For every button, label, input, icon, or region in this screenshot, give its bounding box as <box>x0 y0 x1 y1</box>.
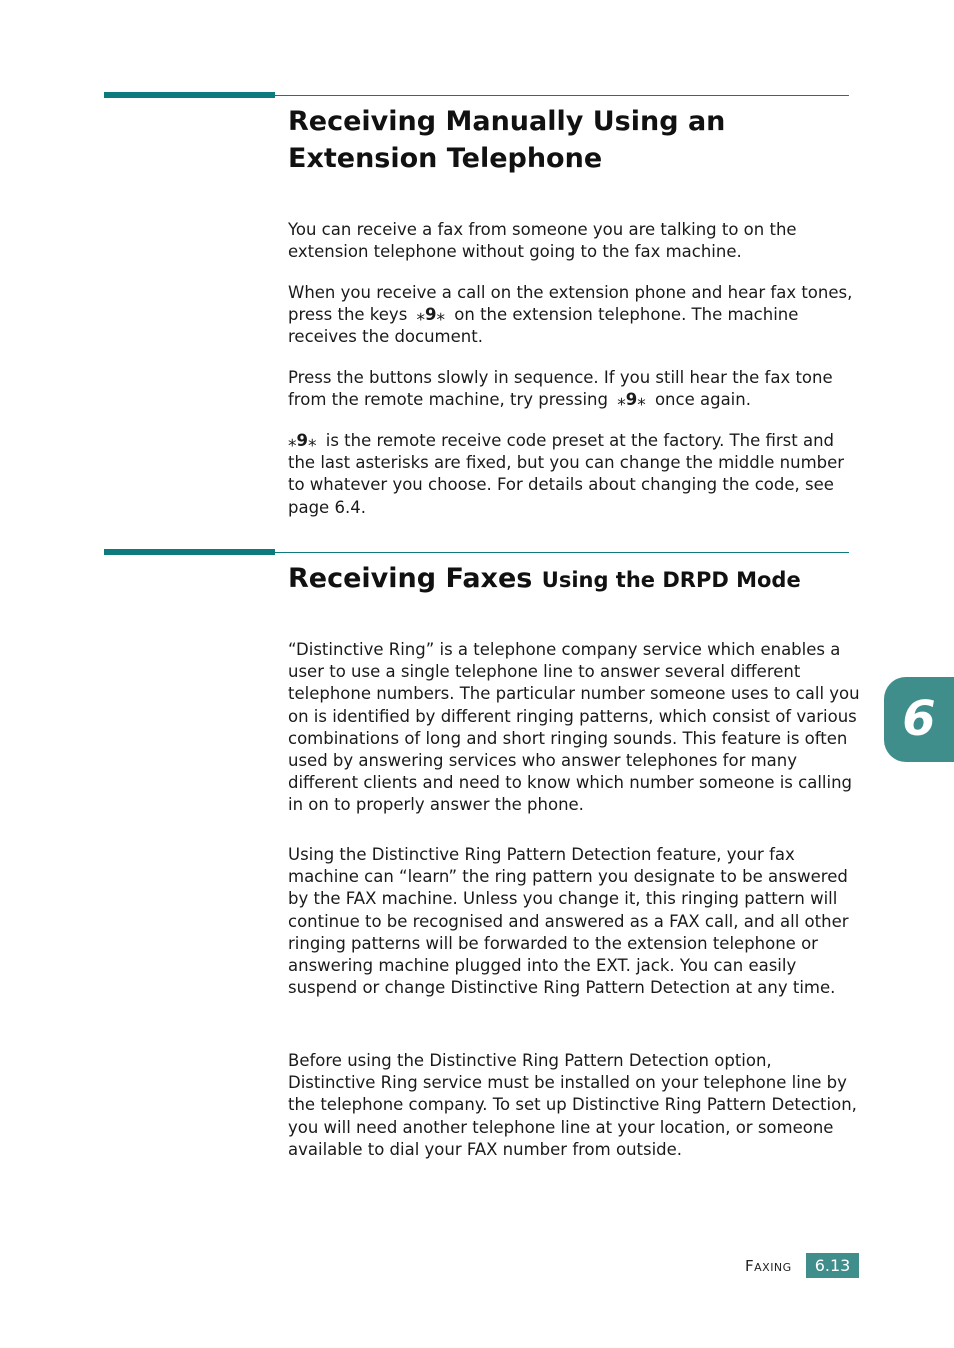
section-rule-accent <box>104 549 275 555</box>
star-key-icon: ⁎ <box>436 305 446 326</box>
digit-key: 9 <box>625 390 638 410</box>
paragraph-text: once again. <box>649 390 751 410</box>
paragraph-text: on the extension telephone. The machine receives the document. <box>288 305 799 347</box>
section-title: Receiving Manually Using an Extension Telephone <box>288 106 726 174</box>
paragraph: You can receive a fax from someone you are talking to on the extension telephone without going to the fax machine. <box>288 220 797 262</box>
star-key-icon: ⁎ <box>617 390 626 411</box>
page-number: 6.13 <box>806 1253 859 1278</box>
paragraph: “Distinctive Ring” is a telephone company service which enables a user to use a single telephone line to answer several different telephone numbers. The particular number someone uses to call you on is identified by different ringing patterns, which consist of various combinations of long and short ringing sounds. This feature is often used by answering services who answer telephones for many different clients and need to know which number someone is calling in on to properly answer the phone. <box>288 640 860 815</box>
section-title <box>288 560 848 599</box>
paragraph: Before using the Distinctive Ring Pattern Detection option, Distinctive Ring service must be installed on your telephone line by the telephone company. To set up Distinctive Ring Pattern Detection, you will need another telephone line at your location, or someone available to dial your FAX number from outside. <box>288 1051 857 1159</box>
paragraph <box>288 430 863 519</box>
paragraph-text: Press the buttons slowly in sequence. If you still hear the fax tone from the remote machine, try pressing <box>288 368 833 410</box>
remote-receive-code <box>417 304 445 326</box>
section-rule-accent <box>104 92 275 98</box>
paragraph <box>288 282 863 349</box>
remote-receive-code <box>617 389 645 411</box>
star-key-icon: ⁎ <box>416 305 426 326</box>
section-title-main: Receiving Faxes <box>288 563 533 594</box>
star-key-icon: ⁎ <box>307 431 317 451</box>
chapter-number: 6 <box>902 691 936 747</box>
star-key-icon: ⁎ <box>637 390 646 411</box>
section-rule-line <box>275 552 849 553</box>
star-key-icon: ⁎ <box>288 431 297 451</box>
section-rule-line <box>275 95 849 96</box>
paragraph: Using the Distinctive Ring Pattern Detection feature, your fax machine can “learn” the ring pattern you designate to be answered by the FAX machine. Unless you change it, this ringing pattern will continue to be recognised and answered as a FAX call, and all other ringing patterns will be forwarded to the extension telephone or answering machine plugged into the EXT. jack. You can easily suspend or change Distinctive Ring Pattern Detection at any time. <box>288 845 849 998</box>
digit-key: 9 <box>296 431 308 450</box>
paragraph <box>288 367 863 411</box>
digit-key: 9 <box>425 305 437 325</box>
footer-section-label: Faxing <box>745 1257 792 1275</box>
paragraph-text: is the remote receive code preset at the factory. The first and the last asterisks are fixed, but you can change the middle number to whatever you choose. For details about changing the code, see page 6.4. <box>288 431 845 517</box>
remote-receive-code <box>288 430 316 452</box>
section-title-sub: Using the DRPD Mode <box>541 568 801 592</box>
chapter-tab <box>884 677 954 762</box>
paragraph-text: When you receive a call on the extension phone and hear fax tones, press the keys <box>288 283 853 325</box>
